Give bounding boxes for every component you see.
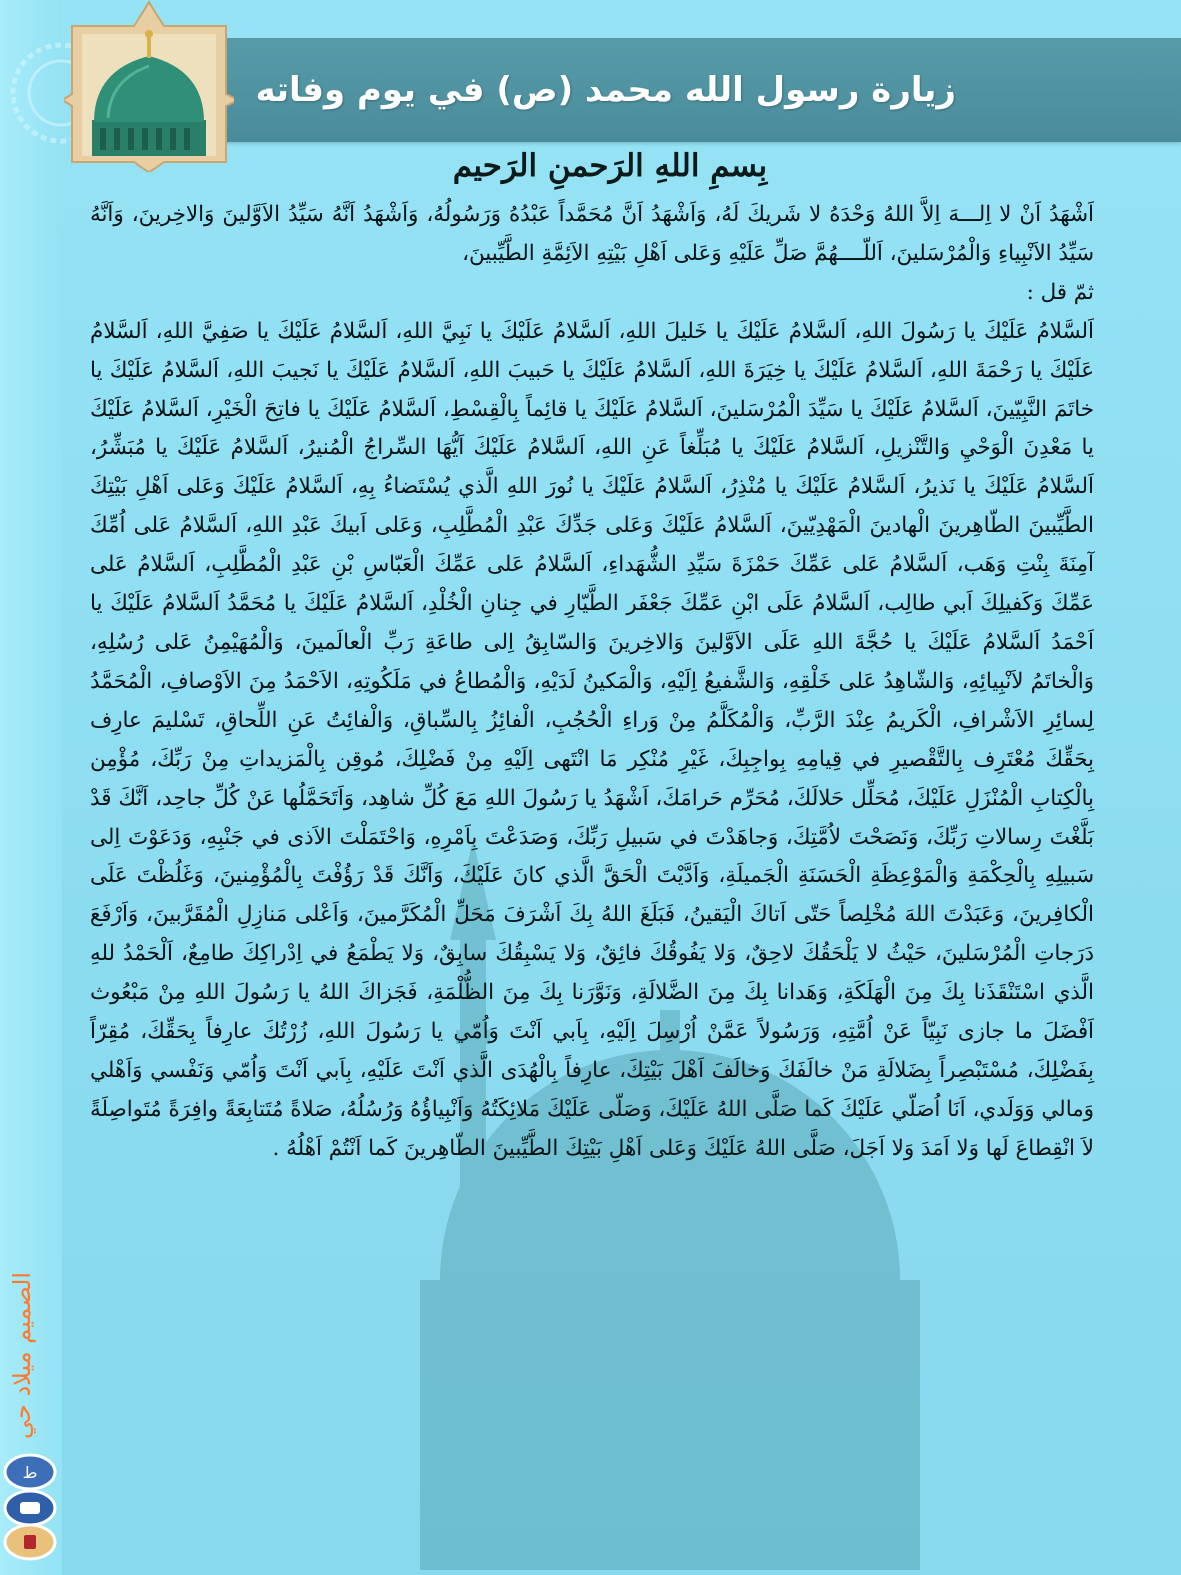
green-dome-icon — [64, 0, 234, 172]
logo-badge-top-icon — [2, 1452, 58, 1492]
side-label: الصميم ميلاد حي — [8, 1271, 36, 1439]
svg-text:ط: ط — [22, 1463, 38, 1482]
paragraph-instruction: ثمّ قل : — [1026, 279, 1094, 305]
basmala-heading: بِسمِ اللهِ الرَحمنِ الرَحيم — [452, 148, 768, 184]
logo-badge-bottom-icon — [2, 1522, 58, 1562]
paragraph-intro: اَشْهَدُ اَنْ لا اِلـــهَ اِلاَّ اللهُ وَحْدَهُ لا شَريكَ لَهُ، وَاَشْهَدُ اَنَّ مُحَمَّداً عَبْدُهُ وَرَسُولُهُ، وَاَشْهَدُ اَنَّهُ سَيِّدُ الاَوَّلينَ وَالاخِرينَ، وَاَنَّهُ سَيِّدُ الاَنْبِياءِ وَالْمُرْسَلينَ، اَللّــــهُمَّ صَلِّ عَلَيْهِ وَعَلى اَهْلِ بَيْتِهِ الاَئِمَّةِ الطَّيِّبينَ، — [90, 202, 1094, 266]
paragraph-main: اَلسَّلامُ عَلَيْكَ يا رَسُولَ اللهِ، اَلسَّلامُ عَلَيْكَ يا خَليلَ اللهِ، اَلسَّلامُ عَلَيْكَ يا نَبِيَّ اللهِ، اَلسَّلامُ عَلَيْكَ يا صَفِيَّ اللهِ، اَلسَّلامُ عَلَيْكَ يا رَحْمَةَ اللهِ، اَلسَّلامُ عَلَيْكَ يا خِيَرَةَ اللهِ، اَلسَّلامُ عَلَيْكَ يا حَبيبَ اللهِ، اَلسَّلامُ عَلَيْكَ يا نَجيبَ اللهِ، اَلسَّلامُ عَلَيْكَ يا خاتَمَ النَّبِيّينَ، اَلسَّلامُ عَلَيْكَ يا سَيِّدَ الْمُرْسَلينَ، اَلسَّلامُ عَلَيْكَ يا قائِماً بِالْقِسْطِ، اَلسَّلامُ عَلَيْكَ يا فاتِحَ الْخَيْرِ، اَلسَّلامُ عَلَيْكَ يا مَعْدِنَ الْوَحْيِ وَالتَّنْزيلِ، اَلسَّلامُ عَلَيْكَ يا مُبَلِّغاً عَنِ اللهِ، اَلسَّلامُ عَلَيْكَ اَيُّهَا السِّراجُ الْمُنيرُ، اَلسَّلامُ عَلَيْكَ يا مُبَشِّرُ، اَلسَّلامُ عَلَيْكَ يا نَذيرُ، اَلسَّلامُ عَلَيْكَ يا مُنْذِرُ، اَلسَّلامُ عَلَيْكَ يا نُورَ اللهِ الَّذي يُسْتَضاءُ بِهِ، اَلسَّلامُ عَلَيْكَ وَعَلى اَهْلِ بَيْتِكَ الطَّيِّبينَ الطّاهِرينَ الْهادينَ الْمَهْدِيّينَ، اَلسَّلامُ عَلَيْكَ وَعَلى جَدِّكَ عَبْدِ الْمُطَّلِبِ، وَعَلى اَبيكَ عَبْدِ اللهِ، اَلسَّلامُ عَلى اُمِّكَ آمِنَةَ بِنْتِ وَهَب، اَلسَّلامُ عَلى عَمِّكَ حَمْزَةَ سَيِّدِ الشُّهَداءِ، اَلسَّلامُ عَلى عَمِّكَ الْعَبّاسِ بْنِ عَبْدِ الْمُطَّلِبِ، اَلسَّلامُ عَلى عَمِّكَ وَكَفيلِكَ اَبي طالِب، اَلسَّلامُ عَلَى ابْنِ عَمِّكَ جَعْفَر الطَّيّارِ في جِنانِ الْخُلْدِ، اَلسَّلامُ عَلَيْكَ يا مُحَمَّدُ اَلسَّلامُ عَلَيْكَ يا اَحْمَدُ اَلسَّلامُ عَلَيْكَ يا حُجَّةَ اللهِ عَلَى الاَوَّلينَ وَالاخِرينَ وَالسّابِقُ اِلى طاعَةِ رَبِّ الْعالَمينَ، وَالْمُهَيْمِنُ عَلى رُسُلِهِ، وَالْخاتَمُ لاَنْبِيائِهِ، وَالشّاهِدُ عَلى خَلْقِهِ، وَالشَّفيعُ اِلَيْهِ، وَالْمَكينُ لَدَيْهِ، وَالْمُطاعُ في مَلَكُوتِهِ، الاَحْمَدُ مِنَ الاَوْصافِ، الْمُحَمَّدُ لِسائِرِ الاَشْرافِ، الْكَريمُ عِنْدَ الرَّبِّ، وَالْمُكَلَّمُ مِنْ وَراءِ الْحُجُبِ، الْفائِزُ بِالسِّباقِ، وَالْفائِتُ عَنِ اللِّحاقِ، تَسْليمَ عارِف بِحَقِّكَ مُعْتَرِف بِالتَّقْصيرِ في قِيامِهِ بِواجِبِكَ، غَيْرِ مُنْكِر مَا انْتَهى اِلَيْهِ مِنْ فَضْلِكَ، مُوقِن بِالْمَزيداتِ مِنْ رَبِّكَ، مُؤْمِن بِالْكِتابِ الْمُنْزَلِ عَلَيْكَ، مُحَلِّل حَلالَكَ، مُحَرِّم حَرامَكَ، اَشْهَدُ يا رَسُولَ اللهِ مَعَ كُلِّ شاهِد، وَاَتَحَمَّلُها عَنْ كُلِّ جاحِد، اَنَّكَ قَدْ بَلَّغْتَ رِسالاتِ رَبِّكَ، وَنَصَحْتَ لاُمَّتِكَ، وَجاهَدْتَ في سَبيلِ رَبِّكَ، وَصَدَعْتَ بِاَمْرِهِ، وَاحْتَمَلْتَ الاَذى في جَنْبِهِ، وَدَعَوْتَ اِلى سَبيلِهِ بِالْحِكْمَةِ وَالْمَوْعِظَةِ الْحَسَنَةِ الْجَميلَةِ، وَاَدَّيْتَ الْحَقَّ الَّذي كانَ عَلَيْكَ، وَاَنَّكَ قَدْ رَؤُفْتَ بِالْمُؤْمِنينَ، وَغَلُظْتَ عَلَى الْكافِرينَ، وَعَبَدْتَ اللهَ مُخْلِصاً حَتّى اَتاكَ الْيَقينُ، فَبَلَغَ اللهُ بِكَ اَشْرَفَ مَحَلِّ الْمُكَرَّمينَ، وَاَعْلى مَنازِلِ الْمُقَرَّبينَ، وَاَرْفَعَ دَرَجاتِ الْمُرْسَلينَ، حَيْثُ لا يَلْحَقُكَ لاحِقٌ، وَلا يَفُوقُكَ فائِقٌ، وَلا يَسْبِقُكَ سابِقٌ، وَلا يَطْمَعُ في اِدْراكِكَ طامِعٌ، اَلْحَمْدُ للهِ الَّذي اسْتَنْقَذَنا بِكَ مِنَ الْهَلَكَةِ، وَهَدانا بِكَ مِنَ الضَّلالَةِ، وَنَوَّرَنا بِكَ مِنَ الظُّلْمَةِ، فَجَزاكَ اللهُ يا رَسُولَ اللهِ مِنْ مَبْعُوث اَفْضَلَ ما جازى نَبِيّاً عَنْ اُمَّتِهِ، وَرَسُولاً عَمَّنْ اُرْسِلَ اِلَيْهِ، بِاَبي اَنْتَ وَاُمّي يا رَسُولَ اللهِ، زُرْتُكَ عارِفاً بِحَقِّكَ، مُقِرّاً بِفَضْلِكَ، مُسْتَبْصِراً بِضَلالَةِ مَنْ خالَفَكَ وَخالَفَ اَهْلَ بَيْتِكَ، عارِفاً بِالْهُدَى الَّذي اَنْتَ عَلَيْهِ، بِاَبي اَنْتَ وَاُمّي وَنَفْسي وَاَهْلي وَمالي وَوَلَدي، اَنَا اُصَلّي عَلَيْكَ كَما صَلَّى اللهُ عَلَيْكَ، وَصَلّى عَلَيْكَ مَلائِكَتُهُ وَاَنْبِياؤُهُ وَرُسُلُهُ، صَلاةً مُتَتابِعَةً وافِرَةً مُتَواصِلَةً لاَ انْقِطاعَ لَها وَلا اَمَدَ وَلا اَجَلَ، صَلَّى اللهُ عَلَيْكَ وَعَلى اَهْلِ بَيْتِكَ الطَّيِّبينَ الطّاهِرينَ كَما اَنْتُمْ اَهْلُهُ . — [90, 318, 1094, 1161]
page-title: زيارة رسول الله محمد (ص) في يوم وفاته — [255, 70, 956, 110]
ziyarat-text — [90, 196, 1094, 1516]
header-banner — [215, 38, 1181, 142]
